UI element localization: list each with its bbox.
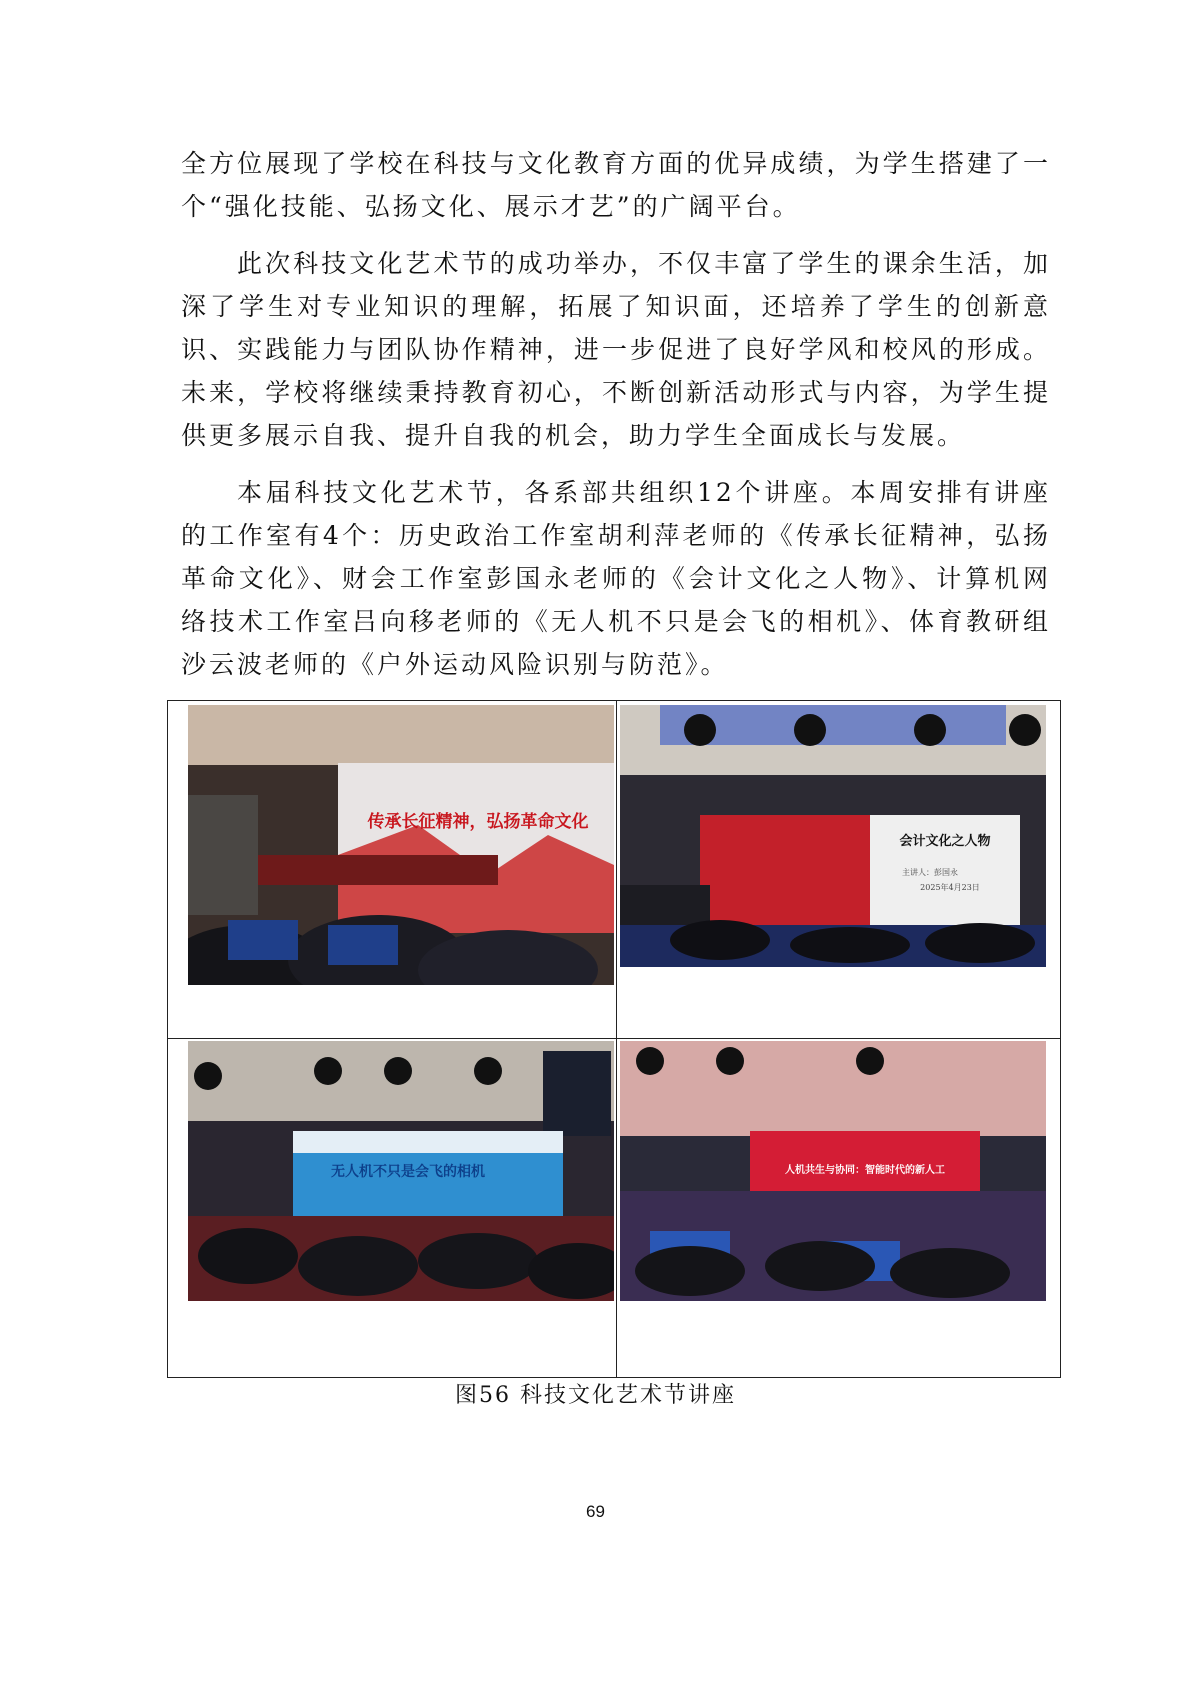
screen-title-4: 人机共生与协同：智能时代的新人工 xyxy=(785,1165,945,1176)
screen-title-3: 无人机不只是会飞的相机 xyxy=(331,1164,485,1180)
screen-subtitle-2a: 主讲人：彭国永 xyxy=(902,868,958,877)
grid-vertical-divider xyxy=(616,701,617,1377)
photo-grid xyxy=(167,700,1061,1378)
lecture-photo-4 xyxy=(620,1041,1046,1301)
lecture-photo-2 xyxy=(620,705,1046,967)
lecture-photo-1 xyxy=(188,705,614,985)
paragraph-2: 此次科技文化艺术节的成功举办，不仅丰富了学生的课余生活，加深了学生对专业知识的理解，拓展了知识面，还培养了学生的创新意识、实践能力与团队协作精神，进一步促进了良好学风和校风的形成。未来，学校将继续秉持教育初心，不断创新活动形式与内容，为学生提供更多展示自我、提升自我的机会，助力学生全面成长与发展。 xyxy=(181,249,1051,450)
screen-title-2: 会计文化之人物 xyxy=(899,834,991,849)
screen-subtitle-2b: 2025年4月23日 xyxy=(920,883,980,892)
screen-title-1: 传承长征精神，弘扬革命文化 xyxy=(367,812,589,832)
figure-caption: 图56 科技文化艺术节讲座 xyxy=(455,1383,736,1408)
lecture-photo-3 xyxy=(188,1041,614,1301)
paragraph-3: 本届科技文化艺术节，各系部共组织12个讲座。本周安排有讲座的工作室有4个：历史政治工作室胡利萍老师的《传承长征精神，弘扬革命文化》、财会工作室彭国永老师的《会计文化之人物》、计算机网络技术工作室吕向移老师的《无人机不只是会飞的相机》、体育教研组沙云波老师的《户外运动风险识别与防范》。 xyxy=(181,478,1051,679)
page-number: 69 xyxy=(586,1502,605,1521)
paragraph-1: 全方位展现了学校在科技与文化教育方面的优异成绩，为学生搭建了一个“强化技能、弘扬文化、展示才艺”的广阔平台。 xyxy=(181,149,1051,221)
grid-horizontal-divider xyxy=(168,1038,1060,1039)
